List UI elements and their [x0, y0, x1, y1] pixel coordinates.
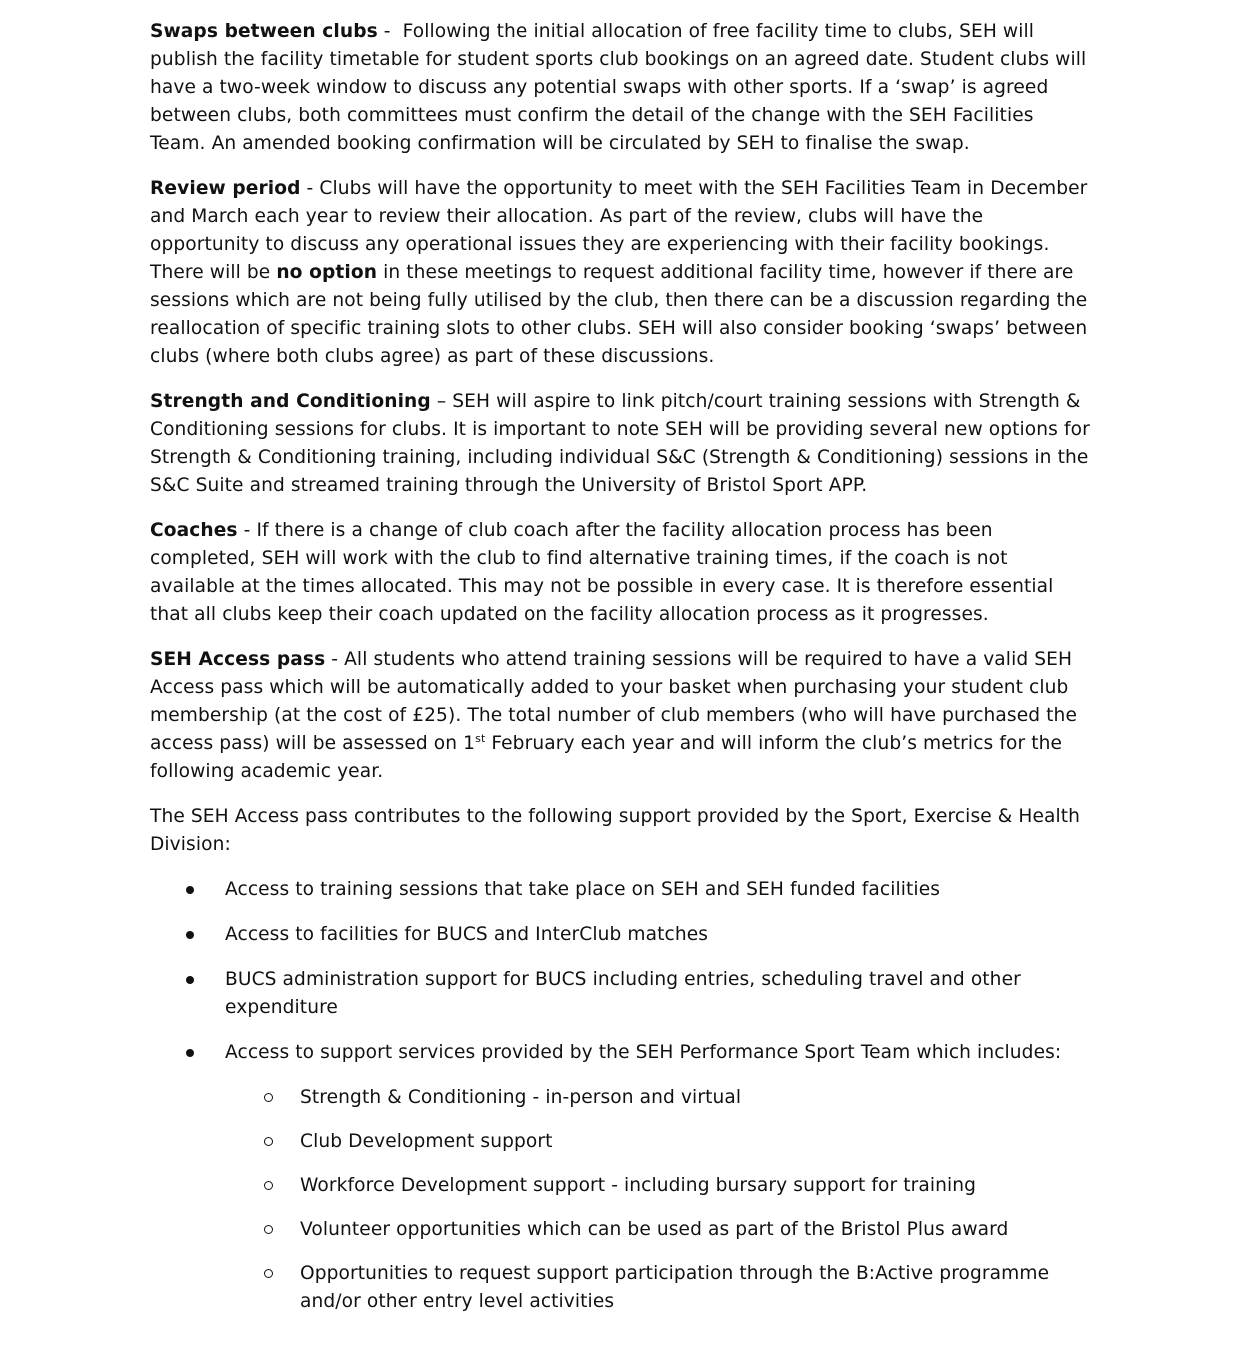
document-page: [150, 18, 1095, 1333]
sub-list-item: [225, 1128, 1095, 1156]
heading-coaches: Coaches: [150, 520, 238, 541]
list-item-text: Access to facilities for BUCS and InterClub matches: [225, 924, 709, 945]
circle-bullet-icon: [264, 1269, 273, 1278]
list-item-text: BUCS administration support for BUCS including entries, scheduling travel and other expenditure: [225, 969, 1021, 1018]
bullet-icon: [186, 931, 194, 939]
sub-list-item: [225, 1084, 1095, 1112]
heading-access: SEH Access pass: [150, 649, 326, 670]
paragraph-strength: [150, 388, 1095, 500]
body-strength: – SEH will aspire to link pitch/court training sessions with Strength & Conditioning sessions for clubs. It is important to note SEH will be providing several new options for Strength & Conditioning training, including individual S&C (Strength & Conditioning) sessions in the S&C Suite and streamed training through the University of Bristol Sport APP.: [150, 391, 1090, 496]
list-item: [150, 1039, 1095, 1316]
heading-swaps: Swaps between clubs: [150, 21, 378, 42]
circle-bullet-icon: [264, 1137, 273, 1146]
sub-bullet-list: [225, 1084, 1095, 1316]
sub-list-item-text: Club Development support: [300, 1131, 553, 1152]
heading-strength: Strength and Conditioning: [150, 391, 431, 412]
body-coaches: - If there is a change of club coach after the facility allocation process has been completed, SEH will work with the club to find alternative training times, if the coach is not available at the times allocated. This may not be possible in every case. It is therefore essential that all clubs keep their coach updated on the facility allocation process as it progresses.: [150, 520, 1054, 625]
body-review-b: in these meetings to request additional facility time, however if there are sessions which are not being fully utilised by the club, then there can be a discussion regarding the reallocation of specific training slots to other clubs. SEH will also consider booking ‘swaps’ between clubs (where both clubs agree) as part of these discussions.: [150, 262, 1088, 367]
separator: -: [377, 21, 403, 42]
list-item: [150, 876, 1095, 904]
circle-bullet-icon: [264, 1225, 273, 1234]
body-swaps: Following the initial allocation of free facility time to clubs, SEH will publish the facility timetable for student sports club bookings on an agreed date. Student clubs will have a two-week window to discuss any potential swaps with other sports. If a ‘swap’ is agreed between clubs, both committees must confirm the detail of the change with the SEH Facilities Team. An amended booking confirmation will be circulated by SEH to finalise the swap.: [150, 21, 1087, 154]
emphasis-no-option: no option: [276, 262, 378, 283]
sub-list-item-text: Volunteer opportunities which can be used as part of the Bristol Plus award: [300, 1219, 1009, 1240]
list-item: [150, 966, 1095, 1022]
paragraph-swaps: [150, 18, 1095, 158]
list-item-text: Access to support services provided by the SEH Performance Sport Team which includes:: [225, 1042, 1062, 1063]
sub-list-item: [225, 1260, 1095, 1316]
body-review-a: - Clubs will have the opportunity to meet with the SEH Facilities Team in December and March each year to review their allocation. As part of the review, clubs will have the opportunity to discuss any operational issues they are experiencing with their facility bookings. There will be: [150, 178, 1088, 283]
bullet-list: [150, 876, 1095, 1316]
circle-bullet-icon: [264, 1093, 273, 1102]
circle-bullet-icon: [264, 1181, 273, 1190]
bullet-icon: [186, 976, 194, 984]
list-item-text: Access to training sessions that take place on SEH and SEH funded facilities: [225, 879, 941, 900]
paragraph-access: [150, 646, 1095, 786]
paragraph-intro: The SEH Access pass contributes to the following support provided by the Sport, Exercise & Health Division:: [150, 806, 1081, 855]
sub-list-item: [225, 1216, 1095, 1244]
sub-list-item-text: Strength & Conditioning - in-person and virtual: [300, 1087, 742, 1108]
superscript-st: st: [475, 732, 486, 745]
paragraph-coaches: [150, 517, 1095, 629]
heading-review: Review period: [150, 178, 301, 199]
list-item: [150, 921, 1095, 949]
body-access-b: February each year and will inform the club’s metrics for the following academic year.: [150, 733, 1063, 782]
paragraph-review: [150, 175, 1095, 371]
bullet-icon: [186, 1049, 194, 1057]
sub-list-item: [225, 1172, 1095, 1200]
sub-list-item-text: Opportunities to request support participation through the B:Active programme and/or other entry level activities: [300, 1263, 1050, 1312]
sub-list-item-text: Workforce Development support - including bursary support for training: [300, 1175, 977, 1196]
bullet-icon: [186, 886, 194, 894]
body-access-a: - All students who attend training sessions will be required to have a valid SEH Access pass which will be automatically added to your basket when purchasing your student club membership (at the cost of £25). The total number of club members (who will have purchased the access pass) will be assessed on 1: [150, 649, 1077, 754]
